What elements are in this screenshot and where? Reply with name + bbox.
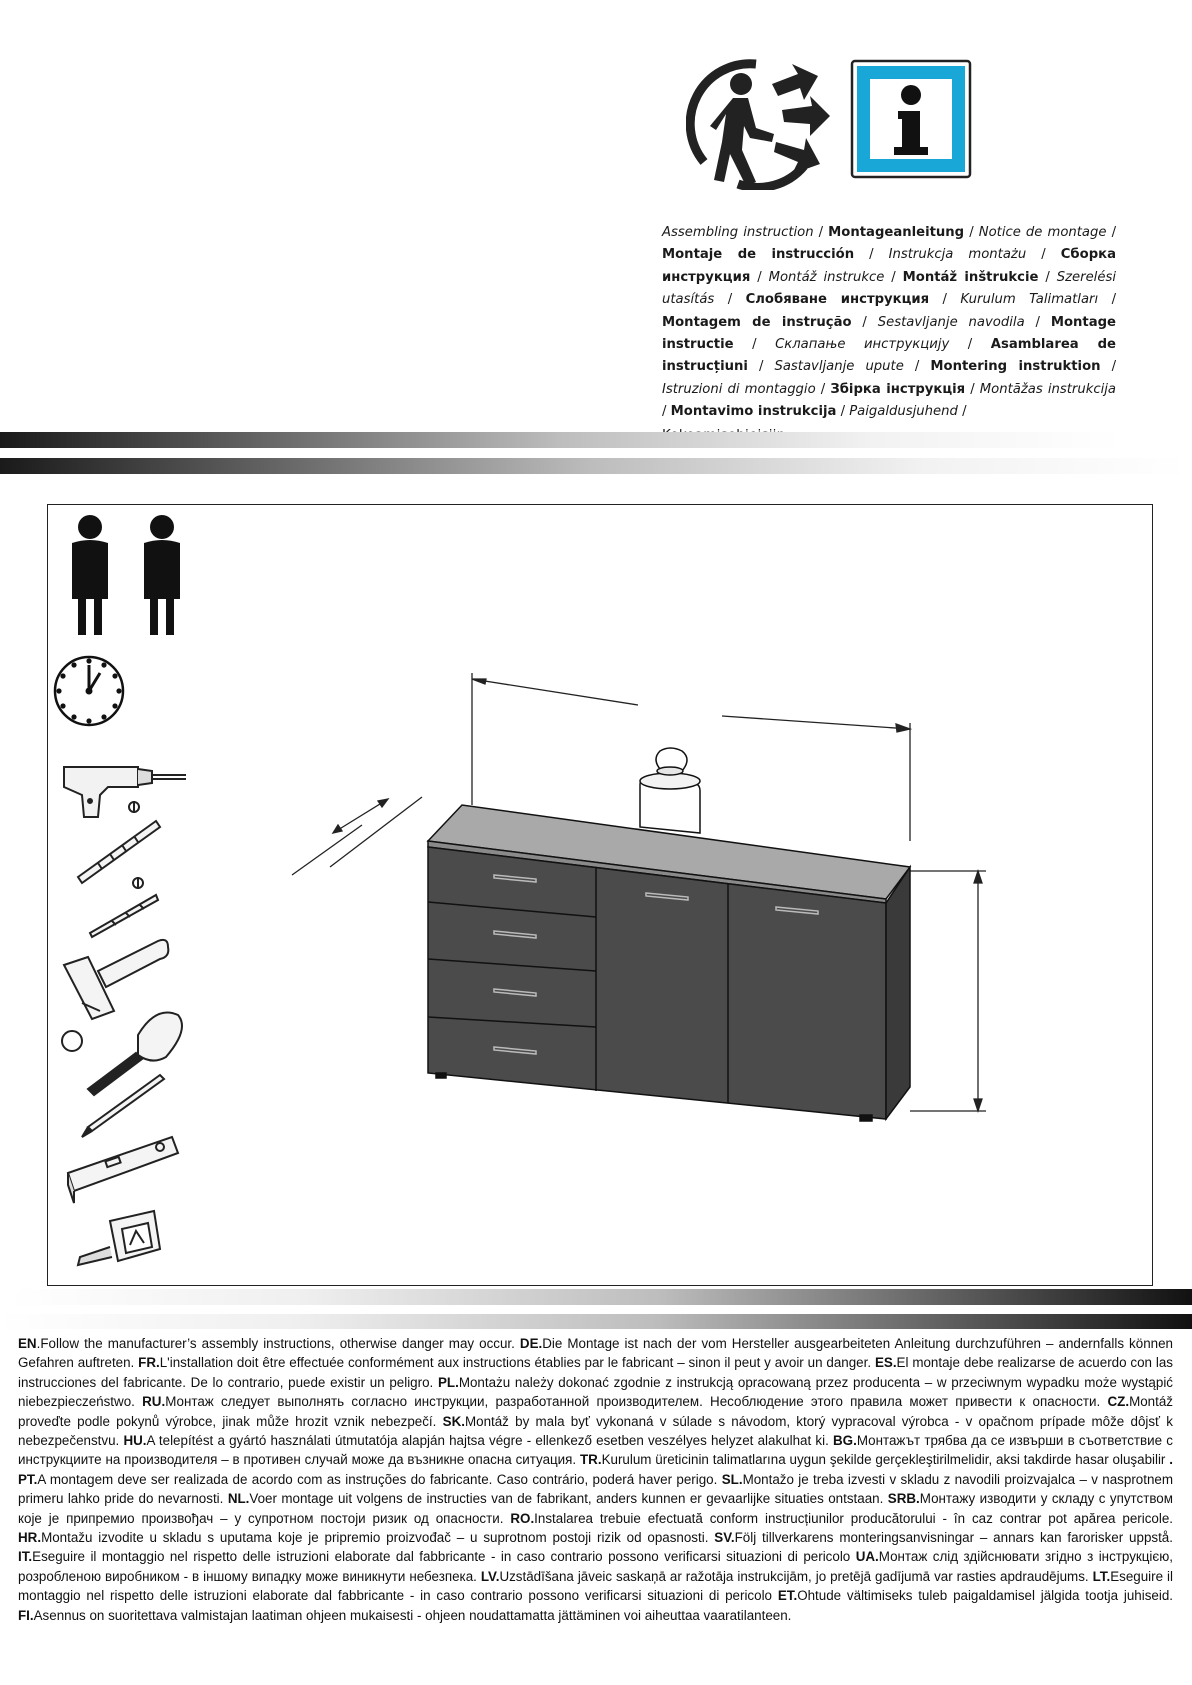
- title-item: Montáž instrukce: [768, 269, 885, 285]
- language-code: HR.: [18, 1530, 42, 1546]
- title-separator: /: [957, 404, 967, 420]
- language-notice: Ohtude vältimiseks tuleb paigaldamisel jälgida tootja juhiseid.: [797, 1588, 1173, 1604]
- language-notice: Montáž by mala byť vykonaná v súlade s návodom, ktorý vypracoval výrobca - v opačnom prípade môže dôjsť k nebezpečenstvu.: [18, 1413, 1174, 1449]
- language-notice: A telepítést a gyártó használati útmutatója alapján hajtsa végre - ellenkező esetben veszélyes helyzet alakulhat ki.: [146, 1433, 829, 1449]
- language-code: PL.: [437, 1374, 459, 1390]
- language-notice: Uzstādīšana jāveic saskaņā ar ražotāja instrukcijām, jo pretējā gadījumā var rasties apdraudējums.: [499, 1568, 1089, 1584]
- language-code: FI.: [18, 1607, 34, 1623]
- clock-icon: [55, 657, 123, 725]
- title-item: Szerelési utasítás: [662, 269, 1116, 308]
- sideboard-illustration: [428, 748, 910, 1121]
- decorative-bar: [10, 1289, 1192, 1305]
- person-icon: [72, 515, 108, 635]
- language-code: RO.: [510, 1510, 535, 1526]
- language-notice: Montáž proveďte podle pokynů výrobce, jinak může hrozit vznik nebezpečí.: [18, 1394, 1173, 1429]
- title-separator: /: [836, 404, 850, 420]
- screwdriver-icon: [62, 1013, 182, 1096]
- language-notice: Asennus on suoritettava valmistajan laatiman ohjeen mukaisesti - ohjeen noudattamatta jättäminen voi aiheuttaa vaaratilanteen.: [33, 1607, 792, 1623]
- title-block: [662, 222, 1116, 447]
- language-code: CZ.: [1107, 1394, 1130, 1410]
- title-item: Asamblarea de instrucțiuni: [662, 337, 1117, 375]
- title-item: Montering instruktion: [930, 359, 1101, 375]
- dimension-line-depth: [292, 797, 422, 875]
- language-notice: Kurulum üreticinin talimatlarına uygun şekilde gerçekleştirilmelidir, aksi takdirde hasar oluşabilir: [601, 1452, 1166, 1468]
- title-separator: /: [903, 359, 931, 375]
- title-item: Assembling instruction: [662, 225, 814, 240]
- language-notice: Монтажът трябва да се извърши в съответствие с инструкциите на производителя – в противен случай може да възникне опасна ситуация.: [18, 1433, 1173, 1468]
- language-notice: Instalarea trebuie efectuată conform instrucțiunilor producătorului - în caz contrar pot apărea pericole.: [534, 1510, 1174, 1526]
- language-notice: Монтаж слід здійснювати згідно з інструкцією, розробленою виробником - в іншому випадку може виникнути небезпека.: [18, 1549, 1173, 1584]
- hammer-icon: [64, 940, 168, 1019]
- language-code: RU.: [142, 1394, 166, 1410]
- language-code: BG.: [833, 1433, 857, 1449]
- language-code: HU.: [123, 1433, 147, 1449]
- language-notice: Följ tillverkarens monteringsanvisningar – annars kan farorisker uppstå.: [734, 1530, 1173, 1546]
- info-icon: [848, 57, 974, 181]
- language-code: ET.: [777, 1588, 798, 1604]
- language-code: . PT.: [18, 1452, 1173, 1487]
- recycle-person-icon: [686, 54, 832, 190]
- language-code: LT.: [1092, 1568, 1111, 1584]
- title-item: Montagem de instrução: [662, 314, 852, 330]
- title-item: Montageanleitung: [828, 225, 965, 240]
- title-separator: /: [662, 404, 671, 420]
- language-code: UA.: [855, 1549, 879, 1565]
- title-item: Kurulum Talimatları: [960, 292, 1099, 308]
- language-notice: Montažu izvodite u skladu s uputama koje je pripremio proizvođač – u suprotnom postoji rizik od opasnosti.: [41, 1530, 709, 1546]
- title-separator: /: [851, 314, 878, 330]
- person-icon: [144, 515, 180, 635]
- assembly-illustration-frame: [47, 504, 1153, 1286]
- language-notice: El montaje debe realizarse de acuerdo con las instrucciones del fabricante. De lo contrario, puede existir un peligro.: [18, 1355, 1173, 1390]
- title-item: Сборка инструкция: [662, 247, 1116, 285]
- spirit-level-icon: [68, 1137, 178, 1203]
- title-separator: /: [1100, 359, 1117, 375]
- title-item: Instrukcja montażu: [888, 247, 1027, 263]
- title-item: Montāžas instrukcija: [979, 381, 1116, 397]
- title-item: Склапање инструкцију: [775, 337, 950, 353]
- language-notice: Eseguire il montaggio nel rispetto delle istruzioni elaborate dal fabbricante - in caso contrario possono verificarsi situazioni di pericolo: [32, 1549, 851, 1565]
- title-separator: /: [884, 269, 903, 285]
- language-notice: L'installation doit être effectuée conformément aux instructions établies par le fabricant – sinon il peut y avoir un danger.: [159, 1355, 872, 1371]
- decorative-bar: [0, 432, 1120, 448]
- language-notice: Follow the manufacturer’s assembly instructions, otherwise danger may occur.: [40, 1336, 515, 1351]
- title-separator: /: [929, 292, 961, 308]
- language-notice: Montażu należy dokonać zgodnie z instrukcją opracowaną przez producenta – w przeciwnym wypadku może wystąpić niebezpieczeństwo.: [18, 1374, 1173, 1410]
- title-separator: /: [965, 381, 980, 397]
- language-code: TR.: [580, 1452, 602, 1468]
- language-notice: Монтаж следует выполнять согласно инструкции, разработанной производителем. Несоблюдение этого правила может привести к опасности.: [165, 1394, 1101, 1410]
- tape-measure-icon: [78, 1211, 160, 1265]
- title-separator: /: [747, 359, 775, 375]
- title-item: Sastavljanje upute: [774, 359, 904, 375]
- title-separator: /: [813, 225, 829, 240]
- title-item: Montavimo instrukcija: [670, 404, 837, 420]
- title-item: Слобяване инструкция: [745, 292, 930, 308]
- title-item: Paigaldusjuhend: [849, 404, 958, 420]
- title-separator: /: [750, 269, 769, 285]
- title-item: Notice de montage: [978, 225, 1107, 240]
- title-separator: /: [854, 247, 889, 263]
- language-code: SRB.: [887, 1491, 920, 1507]
- language-code: NL.: [227, 1491, 250, 1507]
- language-code: LV.: [480, 1568, 500, 1584]
- title-item: Montaje de instrucción: [662, 247, 855, 263]
- language-code: IT.: [18, 1549, 33, 1565]
- title-separator: /: [714, 292, 746, 308]
- safety-notice-text: [18, 1334, 1173, 1625]
- decorative-bar: [0, 1314, 1192, 1329]
- drill-bit-small-icon: [90, 877, 158, 937]
- dimension-line-height: [910, 871, 986, 1111]
- language-code: SL.: [721, 1471, 743, 1487]
- language-notice: Voer montage uit volgens de instructies van de fabrikant, anders kunnen er gevaarlijke situaties ontstaan.: [249, 1491, 884, 1507]
- title-item: Montáž inštrukcie: [902, 269, 1039, 285]
- title-separator: /: [733, 337, 776, 353]
- language-notice: Die Montage ist nach der vom Hersteller ausgearbeiteten Anleitung durchzuführen – andernfalls können Gefahren auftreten.: [18, 1336, 1173, 1371]
- language-code: DE.: [519, 1336, 543, 1351]
- title-separator: /: [1098, 292, 1117, 308]
- language-notice: Montažo je treba izvesti v skladu z navodili proizvajalca – v nasprotnem primeru lahko pride do nevarnosti.: [18, 1471, 1173, 1507]
- language-notice: A montagem deve ser realizada de acordo com as instruções do fabricante. Caso contrário, poderá haver perigo.: [37, 1471, 718, 1487]
- title-separator: /: [1038, 269, 1057, 285]
- title-item: Sestavljanje navodila: [877, 314, 1025, 330]
- title-separator: /: [964, 225, 979, 240]
- title-separator: /: [1026, 247, 1061, 263]
- language-notice: Монтажу изводити у складу с упутством које је припремио произвођач – у супротном постоји ризик од опасности.: [18, 1491, 1173, 1526]
- title-separator: /: [949, 337, 991, 353]
- language-code: EN: [18, 1336, 37, 1351]
- title-separator: /: [815, 381, 831, 397]
- language-code: ES.: [874, 1355, 897, 1371]
- language-code: FR.: [138, 1355, 160, 1371]
- language-code-sep: .: [36, 1336, 41, 1351]
- title-item: Збірка інструкція: [830, 381, 966, 397]
- title-item: Montage instructie: [662, 314, 1117, 353]
- language-code: SK.: [442, 1413, 465, 1429]
- title-separator: /: [1024, 314, 1051, 330]
- drill-icon: [64, 767, 186, 817]
- decorative-bar: [0, 458, 1186, 474]
- language-code: SV.: [714, 1530, 735, 1546]
- title-item: Istruzioni di montaggio: [662, 381, 816, 397]
- language-notice: Eseguire il montaggio nel rispetto delle istruzioni elaborate dal fabbricante - in caso contrario possono verificarsi situazioni di pericolo: [18, 1568, 1173, 1604]
- title-separator: /: [1106, 225, 1117, 240]
